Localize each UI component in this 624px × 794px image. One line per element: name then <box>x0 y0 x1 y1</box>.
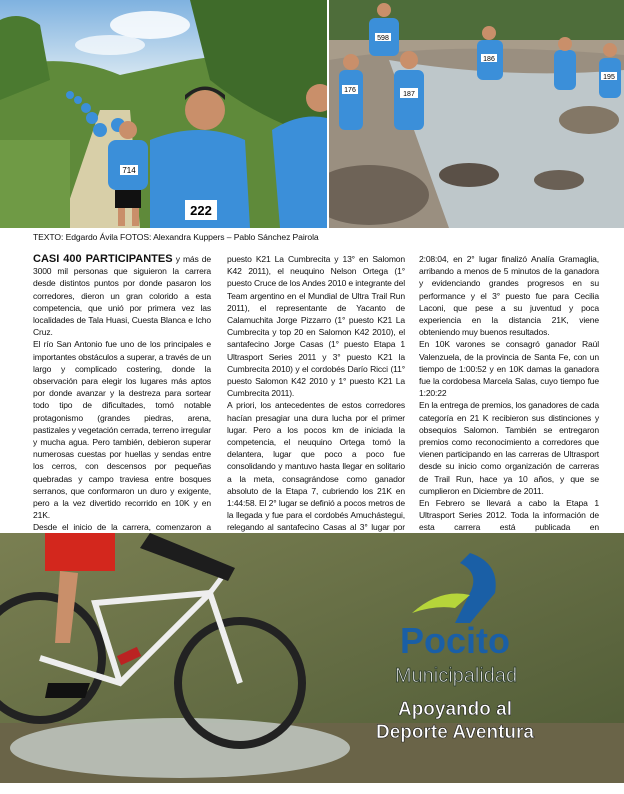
article-lead: CASI 400 PARTICIPANTES <box>33 253 173 265</box>
col3-p2: En 10K varones se consagró ganador Raúl Valenzuela, de la provincia de Santa Fe, con un tiempo de 1:00:52 y en 10K damas la ganadora fue la cordobesa Marcela Salas, cuyo tiempo fue 1:20:22 <box>419 339 599 399</box>
photo-credits: TEXTO: Edgardo Ávila FOTOS: Alexandra Kuppers – Pablo Sánchez Pairola <box>33 232 319 242</box>
article-column-3 <box>419 253 599 546</box>
col1-p1: y más de 3000 mil personas que siguieron la carrera desde distintos puntos por donde pasaron los corredores, dieron un gran colorido a esta competencia, que unió por primera vez las localidades de Tala Huasi, Cuesta Blanca e Icho Cruz. <box>33 254 212 338</box>
col1-p3: Desde el inicio de la carrera, comenzaron a <box>33 522 211 533</box>
page-bottom-margin <box>0 783 624 794</box>
bib-195: 195 <box>603 74 615 81</box>
bib-598: 598 <box>377 35 389 42</box>
ad-tagline-2: Deporte Aventura <box>375 722 535 743</box>
col3-p1: 2:08:04, en 2° lugar finalizó Analía Gramaglia, arribando a menos de 5 minutos de la ganadora y evidenciando grandes progresos en su performance y el 3° puesto fue para Cecilia Laconi, que pese a su juventud y poca experiencia en la distancia 21K, viene obteniendo muy buenos resultados. <box>419 254 599 338</box>
col3-p4: En Febrero se llevará a cabo la Etapa 1 Ultrasport Series 2012. Toda la información de esta carrera está publicada en <box>419 498 599 533</box>
pocito-advertisement <box>0 533 624 783</box>
bib-176: 176 <box>344 87 356 94</box>
bib-187: 187 <box>403 91 415 98</box>
trail-runners-photo <box>0 0 327 228</box>
col2-p2: A priori, los antecedentes de estos corredores hacían presagiar una dura lucha por el primer lugar. Pero a los pocos km de iniciada la competencia, el neuquino Ortega tomó la delantera, lugar que poco a poco fue consolidando y mantuvo hasta llegar en solitario a la meta, consagrándose como ganador absoluto de la Etapa 7, cubriendo los 21K en 1:44:58. El 2° lugar se definió a pocos metros de la llegada y fue para el cordobés Amuchástegui, relegando al santafecino Casas al 3° lugar por <box>227 400 405 533</box>
col2-p1: puesto K21 La Cumbrecita y 13° en Salomon K42 2011), el neuquino Nelson Ortega (1° puesto Cruce de los Andes 2010 e integrante del Team argentino en el Mundial de Ultra Trail Run 2011), el representante de Yacanto de Calamuchita Jorge Pizzarro (1° puesto K21 La Cumbrecita y top 20 en Salomon K42 2010), el santafecino Jorge Casas (1° puesto Etapa 1 Ultrasport Series 2011 y 3° puesto K21 la Cumbrecita 2010) y el cordobés Darío Ricci (11° puesto Salomon K42 2010 y 1° puesto K21 La Cumbrecita 2011). <box>227 254 405 399</box>
river-runners-photo <box>329 0 624 228</box>
ad-subtitle: Municipalidad <box>394 665 518 687</box>
col1-p2: El río San Antonio fue uno de los principales e importantes obstáculos a superar, a través de un largo y complicado costering, donde la observación para elegir los lugares más aptos por donde avanzar y la destreza para sortear todo tipo de dificultades, tomó notable protagonismo (grandes piedras, arena, pastizales y vegetación cerrada, terreno irregular y mucha agua. Pero también, debieron superar numerosas cuestas por huellas y sendas entre los cerros, con descensos por pequeñas quebradas y campo traviesa entre bosques serranos, que conformaron un duro y exigente, pero a la vez divertido recorrido en 10K y en 21K. <box>33 339 211 521</box>
bib-714: 714 <box>122 166 136 175</box>
article-column-1 <box>33 253 211 570</box>
bib-222: 222 <box>190 203 212 218</box>
ad-brand: Pocito <box>399 620 511 661</box>
ad-tagline-1: Apoyando al <box>397 699 513 720</box>
col3-p3: En la entrega de premios, los ganadores de cada categoría en 21 K recibieron sus distinciones y obsequios Salomon. También se entregaron premios como reconocimiento a corredores que vienen participando en las carreras de Ultrasport desde su inicio como organización de carreras de Trail Run, hace ya 10 años, y que se cumplieron en Diciembre de 2011. <box>419 400 599 496</box>
bib-186: 186 <box>483 56 495 63</box>
